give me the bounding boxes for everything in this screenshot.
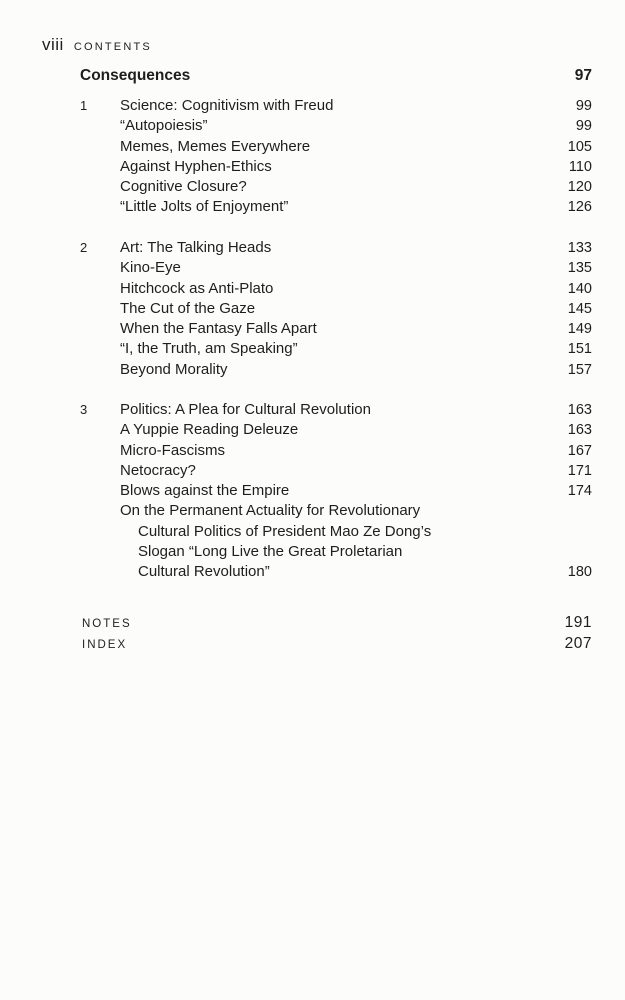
entry-page: 145: [567, 300, 592, 317]
entry-page: 120: [567, 179, 592, 196]
entry-title: A Yuppie Reading Deleuze: [120, 421, 299, 439]
backmatter-entry-notes: [82, 614, 592, 635]
running-head-title: CONTENTS: [73, 41, 152, 53]
toc-entry: [80, 300, 592, 320]
backmatter-label: NOTES: [82, 618, 132, 630]
entry-title: Kino-Eye: [120, 259, 181, 277]
toc-entry: [80, 158, 592, 178]
entry-page: 167: [567, 442, 592, 459]
entry-page: 126: [567, 199, 592, 216]
chapter-3: [80, 401, 592, 584]
entry-title: “I, the Truth, am Speaking”: [120, 340, 298, 358]
toc-entry: [80, 117, 592, 137]
entry-title: Art: The Talking Heads: [120, 239, 272, 256]
entry-title: Micro-Fascisms: [120, 441, 225, 459]
part-heading: [80, 67, 592, 89]
entry-page: 180: [567, 564, 592, 581]
entry-title: Slogan “Long Live the Great Proletarian: [138, 543, 403, 561]
entry-title: Blows against the Empire: [120, 482, 290, 500]
entry-title: “Autopoiesis”: [120, 117, 208, 135]
toc-entry: [80, 178, 592, 198]
toc-entry: [80, 361, 592, 381]
entry-title: Against Hyphen-Ethics: [120, 157, 272, 175]
chapter-2: [80, 239, 592, 381]
entry-page: 163: [567, 402, 592, 418]
backmatter: [82, 614, 592, 655]
toc-entry: [80, 462, 592, 482]
entry-page: 133: [567, 240, 592, 256]
toc-entry: [80, 320, 592, 340]
backmatter-entry-index: [82, 635, 592, 656]
part-page-number: 97: [574, 67, 592, 84]
toc-entry: [80, 259, 592, 279]
toc-entry: [80, 97, 592, 117]
entry-title: Cultural Revolution”: [138, 563, 270, 581]
entry-title: When the Fantasy Falls Apart: [120, 320, 317, 338]
chapter-1: [80, 97, 592, 219]
toc-entry: [80, 198, 592, 218]
folio: viii: [42, 35, 64, 54]
entry-title: Memes, Memes Everywhere: [120, 137, 311, 155]
part-title: Consequences: [80, 67, 191, 84]
entry-page: 171: [567, 462, 592, 479]
entry-page: 140: [567, 280, 592, 297]
entry-title: The Cut of the Gaze: [120, 299, 256, 317]
toc-entry: [80, 482, 592, 502]
entry-title: Science: Cognitivism with Freud: [120, 97, 334, 114]
entry-page: 151: [567, 341, 592, 358]
entry-title: On the Permanent Actuality for Revolutionary: [120, 502, 421, 520]
chapter-number: 2: [80, 240, 88, 255]
toc-entry: [80, 401, 592, 421]
toc-entry: [80, 138, 592, 158]
entry-page: 99: [575, 118, 592, 135]
entry-title: “Little Jolts of Enjoyment”: [120, 198, 289, 216]
toc-entry: [80, 442, 592, 462]
toc-entry: [80, 502, 592, 522]
entry-title: Beyond Morality: [120, 360, 228, 378]
entry-title: Cognitive Closure?: [120, 178, 247, 196]
entry-title: Politics: A Plea for Cultural Revolution: [120, 401, 371, 418]
toc-entry-continuation: [80, 543, 592, 563]
toc-entry: [80, 421, 592, 441]
running-head: [42, 35, 152, 55]
entry-page: 135: [567, 260, 592, 277]
toc-entry: [80, 340, 592, 360]
entry-title: Hitchcock as Anti-Plato: [120, 279, 274, 297]
entry-page: 99: [575, 98, 592, 114]
chapter-number: 1: [80, 98, 88, 113]
backmatter-page: 207: [564, 634, 592, 652]
chapter-number: 3: [80, 402, 88, 417]
entry-page: 110: [568, 158, 592, 175]
toc-entry: [80, 239, 592, 259]
toc-entry-continuation: [80, 563, 592, 583]
entry-page: 163: [567, 422, 592, 439]
entry-page: 157: [567, 361, 592, 378]
backmatter-page: 191: [564, 614, 592, 631]
entry-page: 174: [567, 483, 592, 500]
backmatter-label: INDEX: [82, 638, 128, 651]
entry-page: 149: [567, 321, 592, 338]
toc-entry-continuation: [80, 523, 592, 543]
entry-title: Netocracy?: [120, 461, 196, 479]
entry-title: Cultural Politics of President Mao Ze Dong’s: [138, 522, 432, 540]
entry-page: 105: [567, 138, 592, 155]
toc-entry: [80, 280, 592, 300]
